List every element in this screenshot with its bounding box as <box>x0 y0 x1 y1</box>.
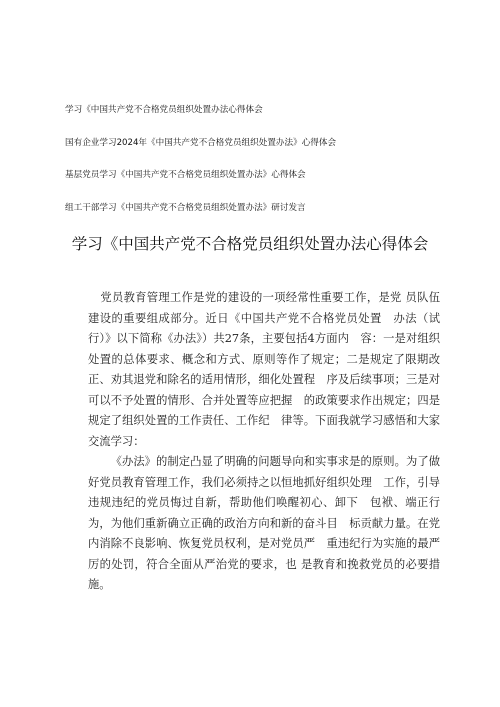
toc-item[interactable]: 国有企业学习2024年《中国共产党不合格党员组织处置办法》心得体会 <box>65 137 337 148</box>
document-body <box>88 288 440 596</box>
toc-item[interactable]: 组工干部学习《中国共产党不合格党员组织处置办法》研讨发言 <box>65 202 306 213</box>
table-of-contents <box>65 104 485 234</box>
document-title: 学习《中国共产党不合格党员组织处置办法心得体会 <box>71 235 429 253</box>
toc-item[interactable]: 学习《中国共产党不合格党员组织处置办法心得体会 <box>65 105 263 115</box>
body-paragraph: 党员教育管理工作是党的建设的一项经常性重要工作，是党 员队伍建设的重要组成部分。近日《中国共产党不合格党员处置 办法（试行）》以下简称《办法》）共27条，主要包括4方面内 容：一是对组织处置的总体要求、概念和方式、原则等作了规定；二是规定了限期改正、劝其退党和除名的适用情形，细化处置程 序及后续事项；三是对可以不予处置的情形、合并处置等应把握 的政策要求作出规定；四是规定了组织处置的工作责任、工作纪 律等。下面我就学习感悟和大家交流学习： <box>88 291 440 448</box>
toc-item[interactable]: 基层党员学习《中国共产党不合格党员组织处置办法》心得体会 <box>65 170 306 180</box>
body-paragraph: 《办法》的制定凸显了明确的问题导向和实事求是的原则。为了做好党员教育管理工作，我们必须持之以恒地抓好组织处理 工作，引导违规违纪的党员悔过自新，帮助他们唤醒初心、卸下 包袱、端正行为，为他们重新确立正确的政治方向和新的奋斗目 标贡献力量。在党内消除不良影响、恢复党员权利，是对党员严 重违纪行为实施的最严厉的处罚，符合全面从严治党的要求，也 是教育和挽救党员的必要措施。 <box>88 455 440 591</box>
